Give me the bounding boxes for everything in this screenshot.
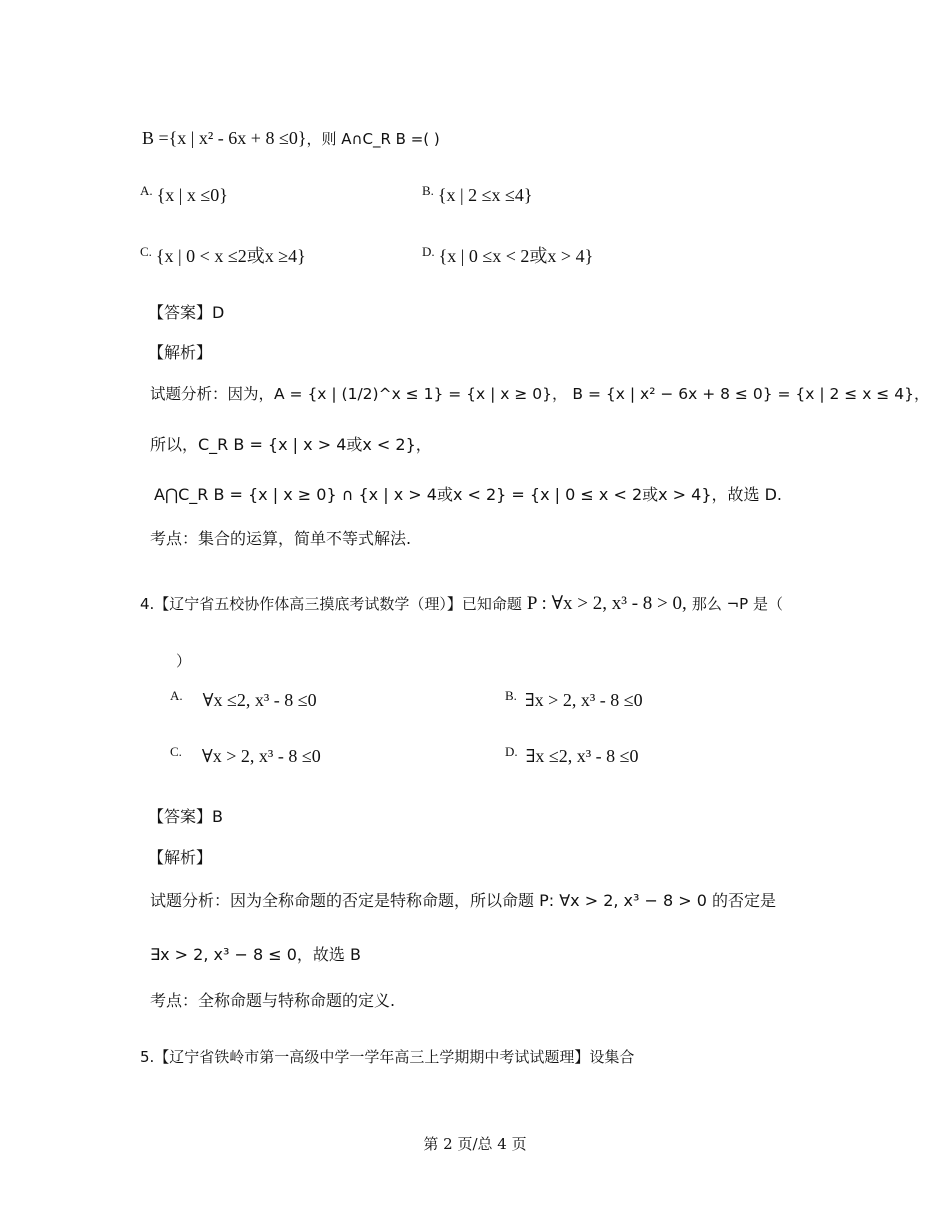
- q3-option-d: $^{D.}$ {x | 0 ≤x < 2或x > 4}: [422, 244, 594, 266]
- q5-stem: 5.【辽宁省铁岭市第一高级中学一学年高三上学期期中考试试题理】设集合: [140, 1048, 635, 1066]
- q3-option-a: $^{A.}$ {x | x ≤0}: [140, 183, 228, 205]
- q4-answer: 【答案】B: [148, 807, 223, 826]
- q4-option-d: $^{D.}$ ∃x ≤2, x³ - 8 ≤0: [505, 744, 639, 766]
- q4-analysis-title: 【解析】: [148, 848, 213, 867]
- q3-option-b: $^{B.}$ {x | 2 ≤x ≤4}: [422, 183, 533, 205]
- q3-analysis-line1: 试题分析：因为，A = {x | (1/2)^x ≤ 1} = {x | x ≥ 0}， B = {x | x² − 6x + 8 ≤ 0} = {x | 2 ≤ x ≤ 4}，: [150, 385, 930, 403]
- q4-keypoint: 考点：全称命题与特称命题的定义.: [150, 991, 396, 1010]
- q3-analysis-title: 【解析】: [148, 343, 213, 362]
- page-number-footer: 第 2 页/总 4 页: [423, 1135, 527, 1153]
- q4-option-a: $^{A.}$ ∀x ≤2, x³ - 8 ≤0: [170, 688, 317, 710]
- q3-option-c: $^{C.}$ {x | 0 < x ≤2或x ≥4}: [140, 244, 306, 266]
- q4-stem: 4.【辽宁省五校协作体高三摸底考试数学（理）】已知命题 P : ∀x > 2, x³ - 8 > 0, 那么 ¬P 是（: [140, 593, 783, 614]
- q4-option-b: $^{B.}$ ∃x > 2, x³ - 8 ≤0: [505, 688, 643, 710]
- q4-analysis-line2: ∃x > 2, x³ − 8 ≤ 0，故选 B: [150, 945, 361, 964]
- q3-keypoint: 考点：集合的运算，简单不等式解法.: [150, 529, 412, 548]
- set-b-definition: B ={x | x² - 6x + 8 ≤0}，则 A∩C_R B =( ): [142, 128, 440, 148]
- q3-analysis-line3: A⋂C_R B = {x | x ≥ 0} ∩ {x | x > 4或x < 2} = {x | 0 ≤ x < 2或x > 4}，故选 D.: [154, 485, 783, 504]
- q4-analysis-line1: 试题分析：因为全称命题的否定是特称命题，所以命题 P: ∀x > 2, x³ − 8 > 0 的否定是: [150, 891, 777, 910]
- q3-analysis-line2: 所以，C_R B = {x | x > 4或x < 2}，: [150, 435, 432, 454]
- q4-stem-close: ）: [176, 652, 192, 670]
- q3-answer: 【答案】D: [148, 303, 225, 322]
- q4-option-c: $^{C.}$ ∀x > 2, x³ - 8 ≤0: [170, 744, 321, 766]
